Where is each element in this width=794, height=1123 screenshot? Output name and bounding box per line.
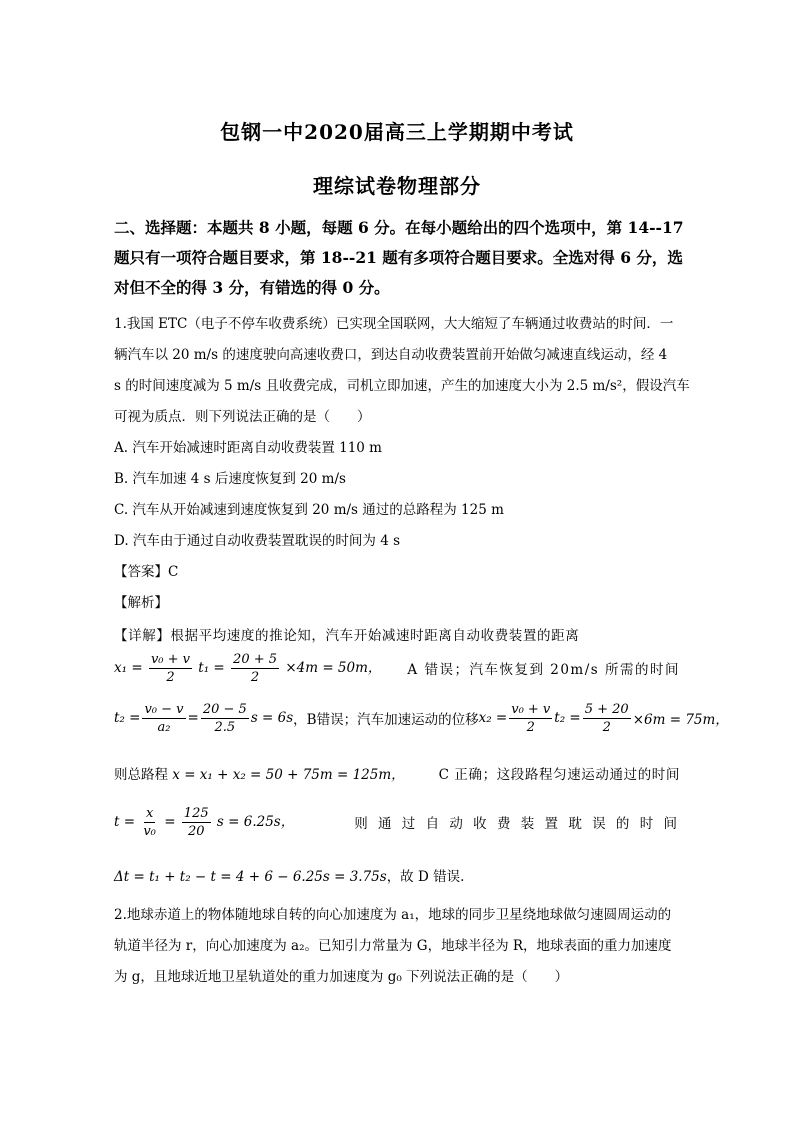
fraction: [509, 701, 552, 736]
fraction-numerator: 5 + 20: [584, 701, 629, 717]
equation-row-4: [114, 800, 680, 844]
eq2-rhs: s = 6s: [250, 710, 294, 726]
answer-row: [114, 560, 680, 580]
eq2-rhs2: ×6m = 75m，: [632, 712, 729, 728]
fraction: [231, 651, 279, 686]
analysis-label: 【解析】: [114, 595, 168, 611]
fraction-denominator: 2: [166, 669, 175, 685]
fraction-numerator: v₀ + v: [150, 651, 190, 667]
equation-row-2: [114, 700, 729, 736]
answer-value: C: [168, 564, 179, 580]
section-instruction-line-1: 二、选择题：本题共 8 小题，每题 6 分。在每小题给出的四个选项中，第 14--17: [114, 218, 684, 237]
question-1-line-4: 可视为质点．则下列说法正确的是（ ）: [114, 409, 371, 425]
fraction-denominator: 20: [187, 823, 205, 839]
eq3-math: x = x₁ + x₂ = 50 + 75m = 125m，: [172, 767, 405, 783]
fraction-denominator: 2: [602, 719, 611, 735]
fraction-denominator: 2: [526, 719, 535, 735]
question-1-line-3: s 的时间速度减为 5 m/s 且收费完成，司机立即加速，产生的加速度大小为 2.5 m/s²，假设汽车: [114, 378, 690, 394]
document-title: 包钢一中2020届高三上学期期中考试: [220, 120, 574, 144]
document-subtitle: 理综试卷物理部分: [313, 174, 481, 198]
equals-sign: =: [164, 813, 176, 830]
equals-sign: =: [187, 710, 199, 726]
equation-1-text: A 错误；汽车恢复到 20m/s 所需的时间: [407, 662, 680, 678]
question-1-option-b: B. 汽车加速 4 s 后速度恢复到 20 m/s: [114, 471, 346, 487]
detail-line-1: [114, 624, 680, 644]
question-2-line-1: 2.地球赤道上的物体随地球自转的向心加速度为 a₁，地球的同步卫星绕地球做匀速圆周运动的: [114, 907, 672, 923]
question-1-option-d: D. 汽车由于通过自动收费装置耽误的时间为 4 s: [114, 533, 401, 549]
equation-row-5: [114, 865, 680, 885]
question-1-line-2: 辆汽车以 20 m/s 的速度驶向高速收费口，到达自动收费装置前开始做匀减速直线运动，经 4: [114, 347, 668, 363]
equation-row-3: [114, 763, 680, 783]
fraction: [142, 701, 185, 736]
fraction: [182, 805, 211, 840]
question-1-option-c: C. 汽车从开始减速到速度恢复到 20 m/s 通过的总路程为 125 m: [114, 502, 504, 518]
equation-row-1: [114, 650, 680, 686]
eq1-rhs: ×4m = 50m，: [285, 659, 382, 676]
eq4-lhs: t =: [114, 813, 136, 830]
eq2-mid2: t₂ =: [554, 710, 581, 726]
question-2-line-3: 为 g，且地球近地卫星轨道处的重力加速度为 g₀ 下列说法正确的是（ ）: [114, 969, 569, 985]
eq4-rhs: s = 6.25s，: [216, 813, 295, 830]
eq1-mid: t₁ =: [198, 659, 225, 676]
fraction: [583, 701, 631, 736]
fraction: [149, 651, 192, 686]
equation-2-text: ，B错误；汽车加速运动的位移: [293, 712, 479, 728]
fraction: [201, 701, 249, 736]
fraction-numerator: v₀ − v: [144, 701, 184, 717]
equation-4: [114, 805, 294, 840]
answer-label: 【答案】: [114, 564, 168, 580]
eq2-lhs: t₂ =: [114, 710, 141, 726]
fraction-numerator: 20 + 5: [233, 651, 278, 667]
question-1-line-1: 1.我国 ETC（电子不停车收费系统）已实现全国联网，大大缩短了车辆通过收费站的时间．一: [114, 316, 674, 332]
eq3-text-2: C 正确；这段路程匀速运动通过的时间: [438, 767, 680, 783]
detail-text: 根据平均速度的推论知，汽车开始减速时距离自动收费装置的距离: [170, 628, 580, 644]
fraction-numerator: v₀ + v: [511, 701, 551, 717]
fraction-numerator: x: [145, 805, 154, 821]
question-2-line-2: 轨道半径为 r，向心加速度为 a₂。已知引力常量为 G，地球半径为 R，地球表面的重力加速度: [114, 938, 672, 954]
fraction-numerator: 125: [183, 805, 209, 821]
eq5-text: ，故 D 错误.: [386, 869, 465, 885]
fraction-denominator: v₀: [143, 823, 156, 839]
fraction-numerator: 20 − 5: [202, 701, 247, 717]
fraction-denominator: 2.5: [214, 719, 236, 735]
eq5-math: Δt = t₁ + t₂ − t = 4 + 6 − 6.25s = 3.75s: [114, 869, 387, 885]
equation-3-left: [114, 763, 405, 783]
fraction-denominator: a₂: [157, 719, 171, 735]
eq4-text: 则 通 过 自 动 收 费 装 置 耽 误 的 时 间: [354, 816, 680, 832]
fraction-denominator: 2: [250, 669, 260, 685]
section-instruction-line-2: 题只有一项符合题目要求，第 18--21 题有多项符合题目要求。全选对得 6 分，选: [114, 248, 683, 267]
equation-1: [114, 651, 381, 686]
detail-label: 【详解】: [114, 628, 171, 644]
eq3-text-1: 则总路程: [114, 767, 168, 783]
question-1-option-a: A. 汽车开始减速时距离自动收费装置 110 m: [114, 440, 382, 456]
eq1-lhs: x₁ =: [114, 659, 143, 676]
fraction: [141, 805, 158, 840]
eq2-lhs2: x₂ =: [478, 710, 508, 726]
section-instruction-line-3: 对但不全的得 3 分，有错选的得 0 分。: [114, 278, 390, 297]
